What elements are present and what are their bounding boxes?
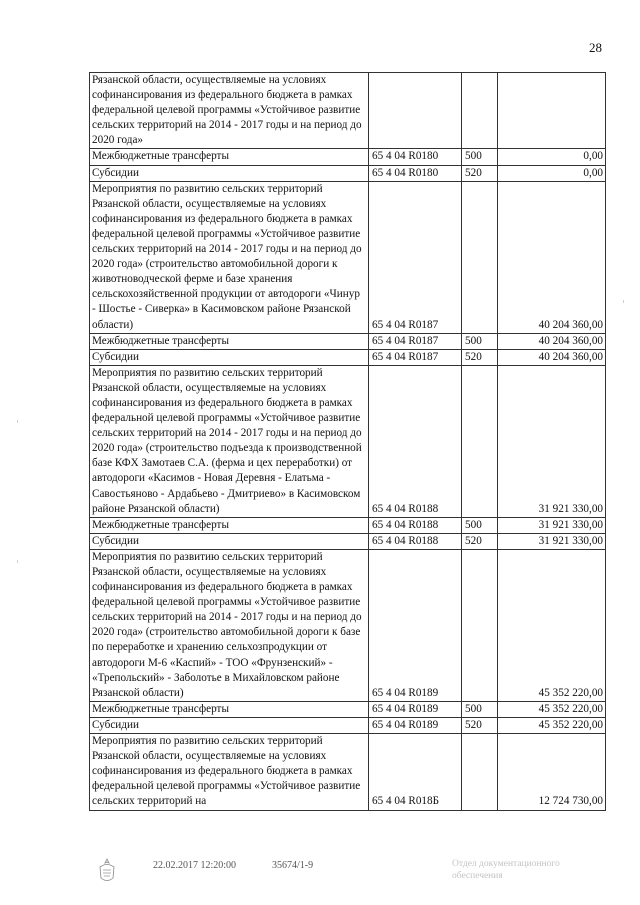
budget-table-body (90, 73, 606, 811)
row-code-cell: 65 4 04 R0189 (369, 549, 462, 701)
table-row (90, 717, 606, 733)
row-code-cell (369, 73, 462, 149)
row-name-cell: Субсидии (90, 349, 369, 365)
row-type-cell: 500 (462, 517, 498, 533)
row-name-cell: Межбюджетные трансферты (90, 149, 369, 165)
table-row (90, 517, 606, 533)
row-amount-cell: 45 352 220,00 (498, 549, 606, 701)
row-type-cell: 520 (462, 717, 498, 733)
seal-stamp-icon (96, 858, 118, 884)
row-type-cell (462, 181, 498, 333)
row-amount-cell (498, 73, 606, 149)
table-row (90, 549, 606, 701)
row-type-cell (462, 365, 498, 517)
row-name-cell: Межбюджетные трансферты (90, 517, 369, 533)
table-row (90, 73, 606, 149)
row-amount-cell: 40 204 360,00 (498, 333, 606, 349)
row-type-cell (462, 73, 498, 149)
row-code-cell: 65 4 04 R0180 (369, 165, 462, 181)
row-code-cell: 65 4 04 R0189 (369, 717, 462, 733)
row-name-cell: Межбюджетные трансферты (90, 701, 369, 717)
row-name-cell: Рязанской области, осуществляемые на условиях софинансирования из федерального бюджета в рамках федеральной целевой программы «Устойчивое развитие сельских территорий на 2014 - 2017 годы и на период до 2020 года» (90, 73, 369, 149)
footer-watermark (452, 858, 562, 882)
table-row (90, 349, 606, 365)
row-code-cell: 65 4 04 R0188 (369, 533, 462, 549)
row-name-cell: Субсидии (90, 533, 369, 549)
row-amount-cell: 0,00 (498, 149, 606, 165)
page-footer (0, 858, 640, 898)
row-amount-cell: 40 204 360,00 (498, 181, 606, 333)
row-name-cell: Субсидии (90, 717, 369, 733)
row-type-cell: 500 (462, 701, 498, 717)
scan-speck (623, 300, 624, 303)
table-row (90, 333, 606, 349)
table-row (90, 533, 606, 549)
row-type-cell: 500 (462, 333, 498, 349)
row-code-cell: 65 4 04 R0188 (369, 365, 462, 517)
row-name-cell: Субсидии (90, 165, 369, 181)
row-amount-cell: 31 921 330,00 (498, 533, 606, 549)
row-type-cell: 520 (462, 349, 498, 365)
footer-datetime: 22.02.2017 12:20:00 (153, 860, 237, 871)
row-code-cell: 65 4 04 R0189 (369, 701, 462, 717)
row-amount-cell: 31 921 330,00 (498, 365, 606, 517)
row-amount-cell: 0,00 (498, 165, 606, 181)
row-amount-cell: 45 352 220,00 (498, 717, 606, 733)
footer-doc-number: 35674/1-9 (272, 860, 314, 871)
table-row (90, 701, 606, 717)
table-row (90, 734, 606, 810)
row-amount-cell: 45 352 220,00 (498, 701, 606, 717)
row-code-cell: 65 4 04 R0187 (369, 333, 462, 349)
row-name-cell: Мероприятия по развитию сельских территорий Рязанской области, осуществляемые на условиях софинансирования из федерального бюджета в рамках федеральной целевой программы «Устойчивое развитие сельских территорий на 2014 - 2017 годы и на период до 2020 года» (строительство автомобильной дороги к базе по переработке и хранению сельхозпродукции от автодороги М-6 «Каспий» - ТОО «Фрунзенский» - «Трепольский» - Заболотье в Михайловском районе Рязанской области) (90, 549, 369, 701)
row-type-cell (462, 734, 498, 810)
row-type-cell: 500 (462, 149, 498, 165)
row-name-cell: Межбюджетные трансферты (90, 333, 369, 349)
row-amount-cell: 12 724 730,00 (498, 734, 606, 810)
scan-speck (17, 420, 18, 423)
row-type-cell (462, 549, 498, 701)
row-type-cell: 520 (462, 533, 498, 549)
row-name-cell: Мероприятия по развитию сельских территорий Рязанской области, осуществляемые на условиях софинансирования из федерального бюджета в рамках федеральной целевой программы «Устойчивое развитие сельских территорий на 2014 - 2017 годы и на период до 2020 года» (строительство подъезда к производственной базе КФХ Замотаев С.А. (ферма и цех переработки) от автодороги «Касимов - Новая Деревня - Елатьма - Савостьяново - Ардабьево - Дмитриево» в Касимовском районе Рязанской области) (90, 365, 369, 517)
row-amount-cell: 31 921 330,00 (498, 517, 606, 533)
row-type-cell: 520 (462, 165, 498, 181)
table-row (90, 365, 606, 517)
row-code-cell: 65 4 04 R0187 (369, 181, 462, 333)
row-code-cell: 65 4 04 R018Б (369, 734, 462, 810)
watermark-line-1: Отдел документационного (452, 859, 560, 869)
scan-speck (17, 560, 18, 563)
row-code-cell: 65 4 04 R0180 (369, 149, 462, 165)
page-number: 28 (589, 40, 602, 55)
row-amount-cell: 40 204 360,00 (498, 349, 606, 365)
budget-table (89, 72, 606, 811)
table-row (90, 149, 606, 165)
table-row (90, 165, 606, 181)
row-name-cell: Мероприятия по развитию сельских территорий Рязанской области, осуществляемые на условиях софинансирования из федерального бюджета в рамках федеральной целевой программы «Устойчивое развитие сельских территорий на 2014 - 2017 годы и на период до 2020 года» (строительство автомобильной дороги к животноводческой ферме и базе хранения сельскохозяйственной продукции от автодороги «Чинур - Шостье - Сиверка» в Касимовском районе Рязанской области) (90, 181, 369, 333)
row-code-cell: 65 4 04 R0188 (369, 517, 462, 533)
watermark-line-2: обеспечения (452, 871, 503, 881)
row-code-cell: 65 4 04 R0187 (369, 349, 462, 365)
table-row (90, 181, 606, 333)
row-name-cell: Мероприятия по развитию сельских территорий Рязанской области, осуществляемые на условиях софинансирования из федерального бюджета в рамках федеральной целевой программы «Устойчивое развитие сельских территорий на (90, 734, 369, 810)
